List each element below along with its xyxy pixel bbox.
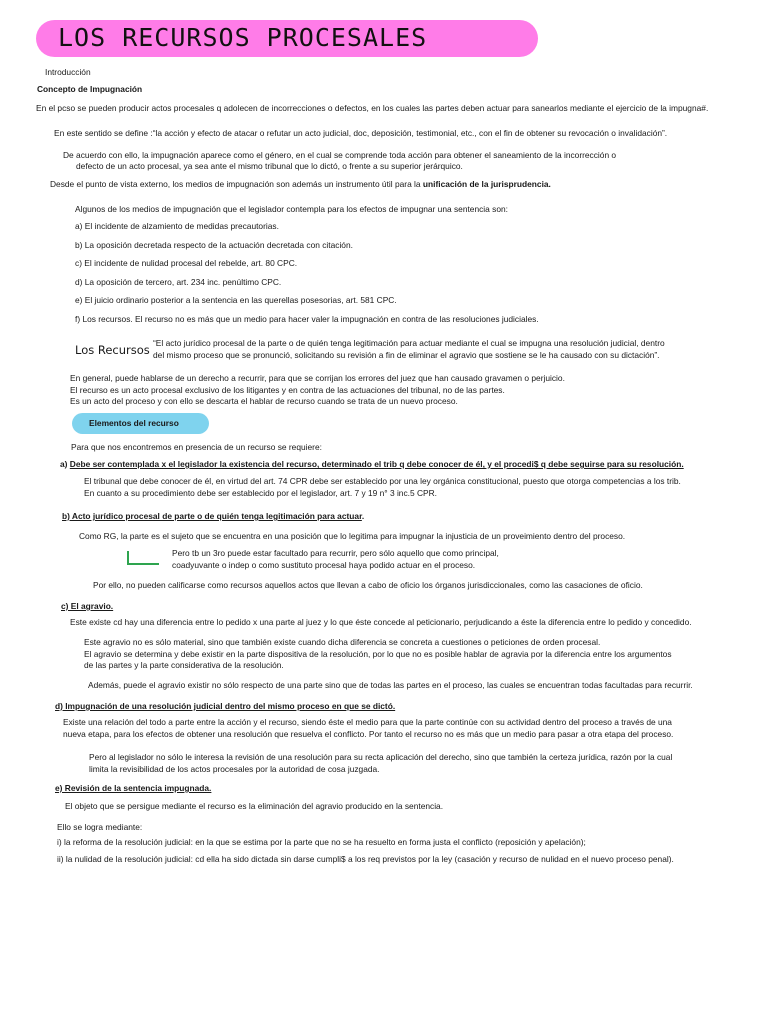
medio-item: c) El incidente de nulidad procesal del rebelde, art. 80 CPC.	[75, 258, 298, 268]
section-c-3: El agravio se determina y debe existir en la parte dispositiva de la resolución, por lo que no es posible hablar de agravia por la diferencia entre los argumentos	[84, 649, 672, 659]
medio-item: e) El juicio ordinario posterior a la sentencia en las querellas posesorias, art. 581 CPC.	[75, 295, 397, 305]
paragraph-impugnacion: En el pcso se pueden producir actos procesales q adolecen de incorrecciones o defectos, en los cuales las partes deben actuar para sanearlos mediante el ejercicio de la impugna#.	[36, 103, 709, 113]
paragraph-jurisprudencia	[50, 179, 551, 189]
general-3: Es un acto del proceso y con ello se descarta el hablar de recurso cuando se trata de un nuevo proceso.	[70, 396, 458, 406]
section-e-2: Ello se logra mediante:	[57, 822, 143, 832]
para-que: Para que nos encontremos en presencia de un recurso se requiere:	[71, 442, 322, 452]
section-e-4: ii) la nulidad de la resolución judicial: cd ella ha sido dictada sin darse cumpli$ a los req previstos por la ley (casación y recurso de nulidad en el nuevo proceso penal).	[57, 854, 674, 864]
elementos-label: Elementos del recurso	[89, 418, 179, 428]
section-c-2: Este agravio no es sólo material, sino que también existe cuando dicha diferencia se concreta a cuestiones o peticiones de orden procesal.	[84, 637, 601, 647]
section-d-title: d) Impugnación de una resolución judicial dentro del mismo proceso en que se dictó.	[55, 701, 396, 711]
section-b-text: b) Acto jurídico procesal de parte o de quién tenga legitimación para actuar	[62, 511, 362, 521]
definicion-recurso-1: “El acto jurídico procesal de la parte o de quién tenga legitimación para actuar mediante el cual se impugna una resolución judicial, dentro	[153, 338, 665, 348]
section-b-dot: .	[361, 511, 365, 521]
section-c-5: Además, puede el agravio existir no sólo respecto de una parte sino que de todas las partes en el proceso, las cuales se encuentran todas facultadas para recurrir.	[88, 680, 693, 690]
medio-item: b) La oposición decretada respecto de la actuación decretada con citación.	[75, 240, 353, 250]
section-d-3: Pero al legislador no sólo le interesa la revisión de una resolución para su recta aplicación del derecho, sino que también la certeza jurídica, razón por la cual	[89, 752, 673, 762]
section-e-title: e) Revisión de la sentencia impugnada.	[55, 783, 212, 793]
paragraph-definicion: En este sentido se define :“la acción y efecto de atacar o refutar un acto judicial, doc, deposición, testimonial, etc., con el fin de obtener su revocación o invalidación”.	[54, 128, 668, 138]
jurisprudencia-bold: unificación de la jurisprudencia.	[422, 179, 551, 189]
section-c-title: c) El agravio.	[61, 601, 114, 611]
medios-intro: Algunos de los medios de impugnación que el legislador contempla para los efectos de impugnar una sentencia son:	[75, 204, 508, 214]
section-b-2a: Pero tb un 3ro puede estar facultado para recurrir, pero sólo aquello que como principal,	[172, 548, 499, 558]
section-a-1: El tribunal que debe conocer de él, en virtud del art. 74 CPR debe ser establecido por una ley orgánica constitucional, puesto que otorga competencias a los trib.	[84, 476, 681, 486]
paragraph-genero-1: De acuerdo con ello, la impugnación aparece como el género, en el cual se comprende toda acción para obtener el saneamiento de la incorrección o	[63, 150, 617, 160]
section-c-1: Este existe cd hay una diferencia entre lo pedido x una parte al juez y lo que éste concede al peticionario, perjudicando a éste la diferencia entre lo pedido y concedido.	[70, 617, 692, 627]
bracket-mark	[127, 551, 159, 565]
section-a-2: En cuanto a su procedimiento debe ser establecido por el legislador, art. 7 y 19 n° 3 inc.5 CPR.	[84, 488, 437, 498]
page-title: LOS RECURSOS PROCESALES	[58, 23, 428, 52]
section-b-1: Como RG, la parte es el sujeto que se encuentra en una posición que lo legitima para impugnar la injusticia de un proveimiento dentro del proceso.	[79, 531, 626, 541]
section-b-3: Por ello, no pueden calificarse como recursos aquellos actos que llevan a cabo de oficio los órganos jurisdiccionales, como las casaciones de oficio.	[93, 580, 643, 590]
section-b-title	[62, 511, 364, 521]
title-banner	[36, 20, 538, 57]
definicion-recurso-2: del mismo proceso que se pronunció, solicitando su revisión a fin de eliminar el agravio que sostiene se le ha causado con su dictación”.	[153, 350, 660, 360]
medio-item: a) El incidente de alzamiento de medidas precautorias.	[75, 221, 279, 231]
section-b-2b: coadyuvante o indep o como sustituto procesal haya podido actuar en el proceso.	[172, 560, 476, 570]
section-e-3: i) la reforma de la resolución judicial: en la que se estima por la parte que no se ha resuelto en forma justa el conflicto (reposición y apelación);	[57, 837, 586, 847]
medio-item: d) La oposición de tercero, art. 234 inc. penúltimo CPC.	[75, 277, 282, 287]
medio-item: f) Los recursos. El recurso no es más que un medio para hacer valer la impugnación en contra de las resoluciones judiciales.	[75, 314, 539, 324]
elementos-badge	[72, 413, 209, 434]
section-d-4: limita la revisibilidad de los actos procesales por la autoridad de cosa juzgada.	[89, 764, 380, 774]
section-d-2: nueva etapa, para los efectos de obtener una resolución que resuelva el conflicto. Por tanto el recurso no es más que un medio para pasar a otra etapa del proceso.	[63, 729, 674, 739]
section-a-prefix: a)	[60, 459, 70, 469]
los-recursos-label: Los Recursos	[75, 343, 150, 357]
section-a-text: Debe ser contemplada x el legislador la existencia del recurso, determinado el trib q debe conocer de él, y el procedi$ q debe seguirse para su resolución.	[69, 459, 684, 469]
general-1: En general, puede hablarse de un derecho a recurrir, para que se corrijan los errores del juez que han causado gravamen o perjuicio.	[70, 373, 565, 383]
concepto-heading: Concepto de Impugnación	[37, 84, 143, 94]
paragraph-genero-2: defecto de un acto procesal, ya sea ante el mismo tribunal que lo dictó, o frente a su superior jerárquico.	[76, 161, 463, 171]
section-a-title	[60, 459, 684, 469]
section-e-1: El objeto que se persigue mediante el recurso es la eliminación del agravio producido en la sentencia.	[65, 801, 444, 811]
intro-heading: Introducción	[45, 67, 91, 77]
general-2: El recurso es un acto procesal exclusivo de los litigantes y en contra de las actuaciones del tribunal, no de las partes.	[70, 385, 505, 395]
section-c-4: de las partes y la parte considerativa de la resolución.	[84, 660, 284, 670]
jurisprudencia-text: Desde el punto de vista externo, los medios de impugnación son además un instrumento útil para la	[50, 179, 423, 189]
section-d-1: Existe una relación del todo a parte entre la acción y el recurso, siendo éste el medio para que la parte continúe con su actividad dentro del proceso a través de una	[63, 717, 672, 727]
